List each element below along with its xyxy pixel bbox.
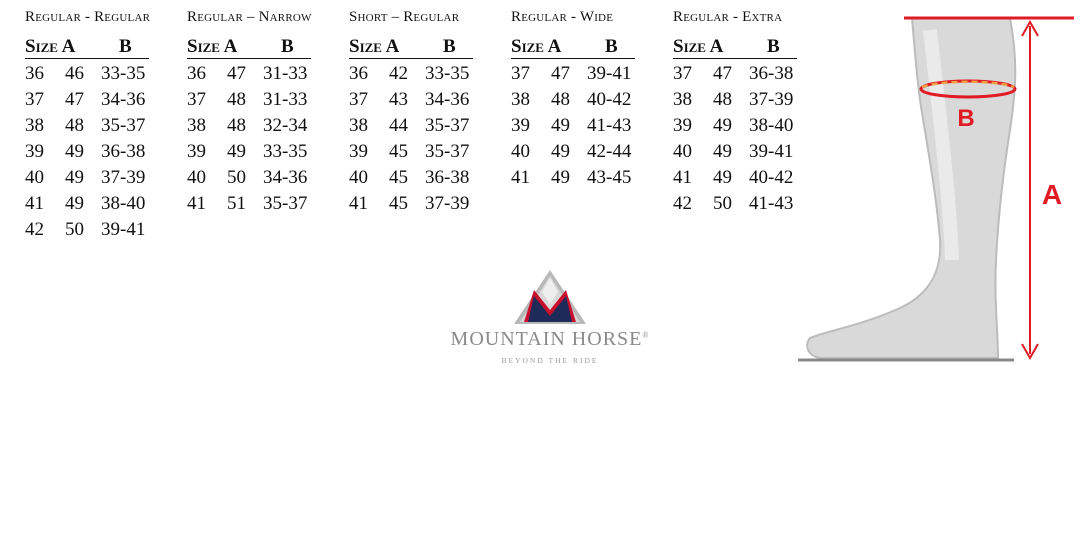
cell-a: 49: [551, 141, 570, 162]
table-row: [187, 113, 337, 139]
cell-b: 39-41: [587, 63, 632, 84]
label-a: A: [1041, 179, 1063, 210]
cell-a: 49: [713, 115, 732, 136]
cell-size: 41: [673, 167, 692, 188]
cell-a: 48: [227, 115, 246, 136]
cell-b: 34-36: [263, 167, 308, 188]
table-row: [187, 139, 337, 165]
cell-size: 38: [187, 115, 206, 136]
table-row: [187, 87, 337, 113]
cell-a: 49: [551, 167, 570, 188]
cell-size: 40: [349, 167, 368, 188]
header-size-a: Size A: [511, 36, 562, 57]
cell-b: 33-35: [425, 63, 470, 84]
cell-a: 49: [713, 167, 732, 188]
cell-b: 35-37: [425, 141, 470, 162]
brand-logo: [440, 270, 660, 370]
cell-a: 47: [713, 63, 732, 84]
table-row: [25, 113, 175, 139]
cell-size: 40: [25, 167, 44, 188]
cell-a: 42: [389, 63, 408, 84]
cell-a: 49: [227, 141, 246, 162]
cell-b: 37-39: [749, 89, 794, 110]
size-table-header: [511, 36, 635, 59]
table-row: [25, 87, 175, 113]
cell-b: 36-38: [101, 141, 146, 162]
header-size-a: Size A: [349, 36, 400, 57]
table-row: [25, 217, 175, 243]
cell-a: 45: [389, 193, 408, 214]
size-table: [349, 8, 499, 217]
table-row: [349, 61, 499, 87]
size-table-title: Regular - Extra: [673, 9, 783, 25]
cell-a: 48: [713, 89, 732, 110]
table-row: [25, 191, 175, 217]
cell-b: 37-39: [425, 193, 470, 214]
header-size-a: Size A: [187, 36, 238, 57]
cell-b: 33-35: [263, 141, 308, 162]
cell-size: 37: [673, 63, 692, 84]
cell-size: 38: [349, 115, 368, 136]
cell-b: 35-37: [263, 193, 308, 214]
cell-b: 42-44: [587, 141, 632, 162]
cell-size: 42: [673, 193, 692, 214]
cell-b: 36-38: [749, 63, 794, 84]
cell-size: 41: [511, 167, 530, 188]
table-row: [511, 165, 661, 191]
cell-b: 39-41: [101, 219, 146, 240]
cell-size: 37: [349, 89, 368, 110]
label-b: B: [957, 105, 975, 132]
cell-a: 49: [65, 167, 84, 188]
brand-tagline: BEYOND THE RIDE: [501, 356, 599, 365]
cell-size: 40: [511, 141, 530, 162]
cell-size: 36: [349, 63, 368, 84]
header-size-a: Size A: [25, 36, 76, 57]
size-table-title: Short – Regular: [349, 9, 460, 25]
brand-name: MOUNTAIN HORSE®: [450, 328, 650, 350]
cell-size: 39: [187, 141, 206, 162]
cell-size: 41: [187, 193, 206, 214]
table-row: [511, 61, 661, 87]
cell-a: 50: [65, 219, 84, 240]
cell-size: 40: [673, 141, 692, 162]
table-row: [25, 139, 175, 165]
cell-b: 41-43: [749, 193, 794, 214]
size-table-title: Regular - Regular: [25, 9, 151, 25]
size-table: [25, 8, 175, 243]
leg-silhouette: [807, 18, 1015, 358]
cell-a: 49: [713, 141, 732, 162]
cell-size: 39: [25, 141, 44, 162]
cell-a: 47: [227, 63, 246, 84]
cell-size: 38: [25, 115, 44, 136]
cell-b: 33-35: [101, 63, 146, 84]
table-row: [511, 113, 661, 139]
cell-b: 31-33: [263, 89, 308, 110]
cell-size: 36: [187, 63, 206, 84]
cell-b: 32-34: [263, 115, 308, 136]
header-b: B: [443, 36, 456, 57]
table-row: [349, 113, 499, 139]
cell-size: 42: [25, 219, 44, 240]
cell-b: 39-41: [749, 141, 794, 162]
cell-a: 44: [389, 115, 408, 136]
header-b: B: [281, 36, 294, 57]
table-row: [187, 191, 337, 217]
cell-a: 49: [551, 115, 570, 136]
mountain-peaks-icon: [514, 270, 586, 324]
cell-b: 34-36: [425, 89, 470, 110]
cell-a: 50: [227, 167, 246, 188]
cell-size: 38: [511, 89, 530, 110]
cell-size: 36: [25, 63, 44, 84]
size-table: [511, 8, 661, 191]
cell-a: 48: [227, 89, 246, 110]
size-table-header: [349, 36, 473, 59]
cell-size: 37: [187, 89, 206, 110]
cell-size: 37: [511, 63, 530, 84]
cell-b: 37-39: [101, 167, 146, 188]
cell-b: 40-42: [587, 89, 632, 110]
cell-a: 47: [551, 63, 570, 84]
cell-a: 50: [713, 193, 732, 214]
table-row: [25, 61, 175, 87]
cell-a: 51: [227, 193, 246, 214]
cell-a: 45: [389, 141, 408, 162]
header-b: B: [767, 36, 780, 57]
cell-size: 39: [349, 141, 368, 162]
cell-size: 40: [187, 167, 206, 188]
cell-b: 40-42: [749, 167, 794, 188]
cell-size: 37: [25, 89, 44, 110]
cell-b: 31-33: [263, 63, 308, 84]
cell-a: 48: [551, 89, 570, 110]
table-row: [511, 87, 661, 113]
size-table-title: Regular – Narrow: [187, 9, 312, 25]
header-b: B: [119, 36, 132, 57]
cell-a: 43: [389, 89, 408, 110]
size-table: [187, 8, 337, 217]
table-row: [187, 61, 337, 87]
size-table-header: [673, 36, 797, 59]
cell-b: 35-37: [101, 115, 146, 136]
cell-b: 43-45: [587, 167, 632, 188]
boot-measurement-diagram: [790, 0, 1080, 370]
cell-a: 45: [389, 167, 408, 188]
size-table-header: [25, 36, 149, 59]
cell-b: 34-36: [101, 89, 146, 110]
table-row: [25, 165, 175, 191]
table-row: [349, 87, 499, 113]
cell-a: 48: [65, 115, 84, 136]
cell-b: 36-38: [425, 167, 470, 188]
cell-a: 47: [65, 89, 84, 110]
cell-b: 38-40: [749, 115, 794, 136]
cell-b: 38-40: [101, 193, 146, 214]
table-row: [511, 139, 661, 165]
size-table-header: [187, 36, 311, 59]
cell-size: 41: [25, 193, 44, 214]
cell-b: 41-43: [587, 115, 632, 136]
cell-size: 39: [511, 115, 530, 136]
cell-size: 39: [673, 115, 692, 136]
cell-size: 38: [673, 89, 692, 110]
cell-size: 41: [349, 193, 368, 214]
cell-a: 46: [65, 63, 84, 84]
cell-a: 49: [65, 193, 84, 214]
table-row: [349, 191, 499, 217]
table-row: [187, 165, 337, 191]
table-row: [349, 139, 499, 165]
cell-b: 35-37: [425, 115, 470, 136]
table-row: [349, 165, 499, 191]
header-b: B: [605, 36, 618, 57]
cell-a: 49: [65, 141, 84, 162]
header-size-a: Size A: [673, 36, 724, 57]
size-table-title: Regular - Wide: [511, 9, 614, 25]
